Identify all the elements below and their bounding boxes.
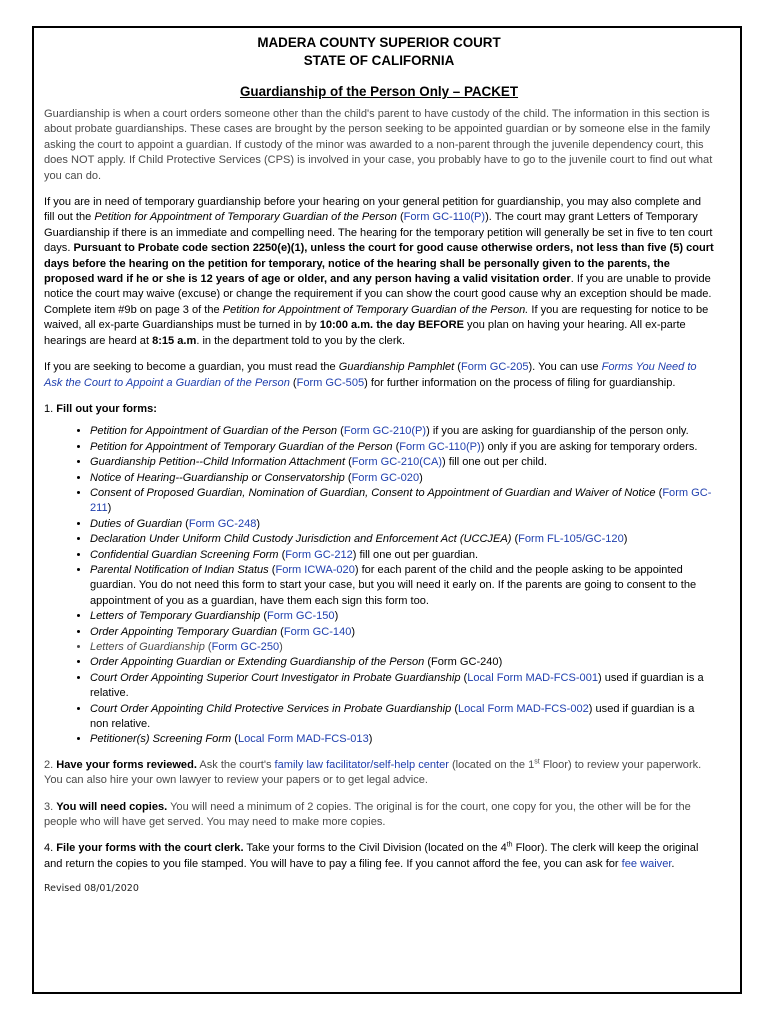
form-gc-505-link[interactable]: Form GC-505 xyxy=(296,376,365,389)
list-item: • Parental Notification of Indian Status (Form ICWA-020) for each parent of the child and the people asking to be appointed guardian. You do not need this form to start your case, but you will need it early on. If the parents are going to consent to the appointment of you as a guardian, have them each sign this form too. xyxy=(90,563,714,609)
list-item: • Notice of Hearing--Guardianship or Conservatorship (Form GC-020) xyxy=(90,471,714,486)
fee-waiver-link[interactable]: fee waiver xyxy=(621,857,672,870)
form-link[interactable]: Local Form MAD-FCS-002 xyxy=(458,702,589,715)
form-link[interactable]: Local Form MAD-FCS-013 xyxy=(237,733,369,746)
form-gc-110p-link[interactable]: Form GC-110(P) xyxy=(403,211,486,224)
list-item: • Court Order Appointing Child Protective Services in Probate Guardianship (Local Form MAD-FCS-002) used if guardian is a non relative. xyxy=(90,702,714,733)
form-gc-205-link[interactable]: Form GC-205 xyxy=(460,361,529,374)
form-link[interactable]: Form GC-210(CA) xyxy=(351,456,443,469)
form-link[interactable]: Form GC-250 xyxy=(211,641,280,653)
self-help-center-link[interactable]: family law facilitator/self-help center xyxy=(274,758,449,771)
intro-paragraph: Guardianship is when a court orders someone other than the child's parent to have custody of the child. The information in this section is about probate guardianships. These cases are brought by the person seeking to be appointed guardian or by someone else in the family asking the court to appoint a guardian. If custody of the minor was awarded to a non-parent through the juvenile dependency court, this does NOT apply. If Child Protective Services (CPS) is involved in your case, you probably have to go to the juvenile court to find out what you can do. xyxy=(44,108,713,182)
form-link[interactable]: Form GC-248 xyxy=(188,517,257,530)
temporary-guardianship-paragraph: If you are in need of temporary guardianship before your hearing on your general petition for guardianship, you may also complete and fill out the Petition for Appointment of Temporary Guardian of the Person (Form GC-110(P)). The court may grant Letters of Temporary Guardianship if there is an immediate and compelling need. The hearing for the temporary petition will generally be set in five to ten court days. Pursuant to Probate code section 2250(e)(1), unless the court for good cause otherwise orders, not less than five (5) court days before the hearing on the petition for temporary, notice of the hearing shall be personally given to the parents, the proposed ward if he or she is 12 years of age or older, and any person having a valid visitation order. If you are unable to provide notice the court may waive (excuse) or change the requirement if you can show the court good cause why an exception should be made. Complete item #9b on page 3 of the Petition for Appointment of Temporary Guardian of the Person. If you are requesting for notice to be waived, all ex-parte Guardianships must be turned in by 10:00 a.m. the day BEFORE you plan on having your hearing. All ex-parte hearings are heard at 8:15 a.m. in the department told to you by the clerk. xyxy=(44,196,714,347)
list-item: • Declaration Under Uniform Child Custody Jurisdiction and Enforcement Act (UCCJEA) (Form FL-105/GC-120) xyxy=(90,532,714,547)
revision-date: Revised 08/01/2020 xyxy=(44,883,139,895)
list-item: • Consent of Proposed Guardian, Nomination of Guardian, Consent to Appointment of Guardian and Waiver of Notice (Form GC-211) xyxy=(90,486,714,517)
step-3-paragraph: 3. You will need copies. You will need a minimum of 2 copies. The original is for the court, one copy for you, the other will be for the people who will have get served. You may need to make more copies. xyxy=(44,800,691,829)
form-link[interactable]: Form GC-211 xyxy=(90,486,712,515)
list-item: • Letters of Guardianship (Form GC-250) xyxy=(90,640,714,655)
form-link[interactable]: Form GC-140 xyxy=(283,625,352,638)
step-2-paragraph: 2. Have your forms reviewed. Ask the court's family law facilitator/self-help center (located on the 1st Floor) to review your paperwork. You can also hire your own lawyer to review your papers or to get legal advice. xyxy=(44,758,702,787)
list-item: • Petitioner(s) Screening Form (Local Form MAD-FCS-013) xyxy=(90,732,714,747)
list-item: • Petition for Appointment of Temporary Guardian of the Person (Form GC-110(P)) only if you are asking for temporary orders. xyxy=(90,440,714,455)
form-code: Form GC-240 xyxy=(431,656,499,669)
form-link[interactable]: Form GC-150 xyxy=(267,610,335,623)
forms-you-need-link[interactable]: Forms You Need to Ask the Court to Appoint a Guardian of the Person xyxy=(44,361,697,389)
list-item: • Court Order Appointing Superior Court Investigator in Probate Guardianship (Local Form MAD-FCS-001) used if guardian is a relative. xyxy=(90,671,714,702)
list-item: • Guardianship Petition--Child Information Attachment (Form GC-210(CA)) fill one out per child. xyxy=(90,455,714,470)
form-link[interactable]: Local Form MAD-FCS-001 xyxy=(467,671,598,684)
list-item: • Confidential Guardian Screening Form (Form GC-212) fill one out per guardian. xyxy=(90,548,714,563)
form-link[interactable]: Form GC-210(P) xyxy=(343,425,427,438)
court-name: MADERA COUNTY SUPERIOR COURT xyxy=(257,35,501,50)
state-name: STATE OF CALIFORNIA xyxy=(303,53,455,68)
list-item: • Order Appointing Guardian or Extending Guardianship of the Person (Form GC-240) xyxy=(90,655,714,670)
list-item: • Petition for Appointment of Guardian of the Person (Form GC-210(P)) if you are asking for guardianship of the person only. xyxy=(90,424,714,439)
form-link[interactable]: Form ICWA-020 xyxy=(275,563,355,576)
form-link[interactable]: Form GC-110(P) xyxy=(399,440,481,453)
form-link[interactable]: Form GC-212 xyxy=(285,548,353,561)
list-item: • Duties of Guardian (Form GC-248) xyxy=(90,517,714,532)
seeking-guardian-paragraph: If you are seeking to become a guardian, you must read the Guardianship Pamphlet (Form GC-205). You can use Forms You Need to Ask the Court to Appoint a Guardian of the Person (Form GC-505) for further information on the process of filing for guardianship. xyxy=(44,361,697,389)
form-link[interactable]: Form FL-105/GC-120 xyxy=(518,533,624,546)
list-item: • Letters of Temporary Guardianship (Form GC-150) xyxy=(90,609,714,624)
required-forms-list xyxy=(44,424,714,748)
document-body xyxy=(44,34,714,894)
list-item: • Order Appointing Temporary Guardian (Form GC-140) xyxy=(90,625,714,640)
step-4-paragraph: 4. File your forms with the court clerk. Take your forms to the Civil Division (located on the 4th Floor). The clerk will keep the original and return the copies to you file stamped. You will have to pay a filing fee. If you cannot afford the fee, you can ask for fee waiver. xyxy=(44,841,699,870)
step-1-heading: 1. Fill out your forms: xyxy=(44,402,157,415)
packet-title: Guardianship of the Person Only – PACKET xyxy=(239,84,519,99)
form-link[interactable]: Form GC-020 xyxy=(351,471,420,484)
